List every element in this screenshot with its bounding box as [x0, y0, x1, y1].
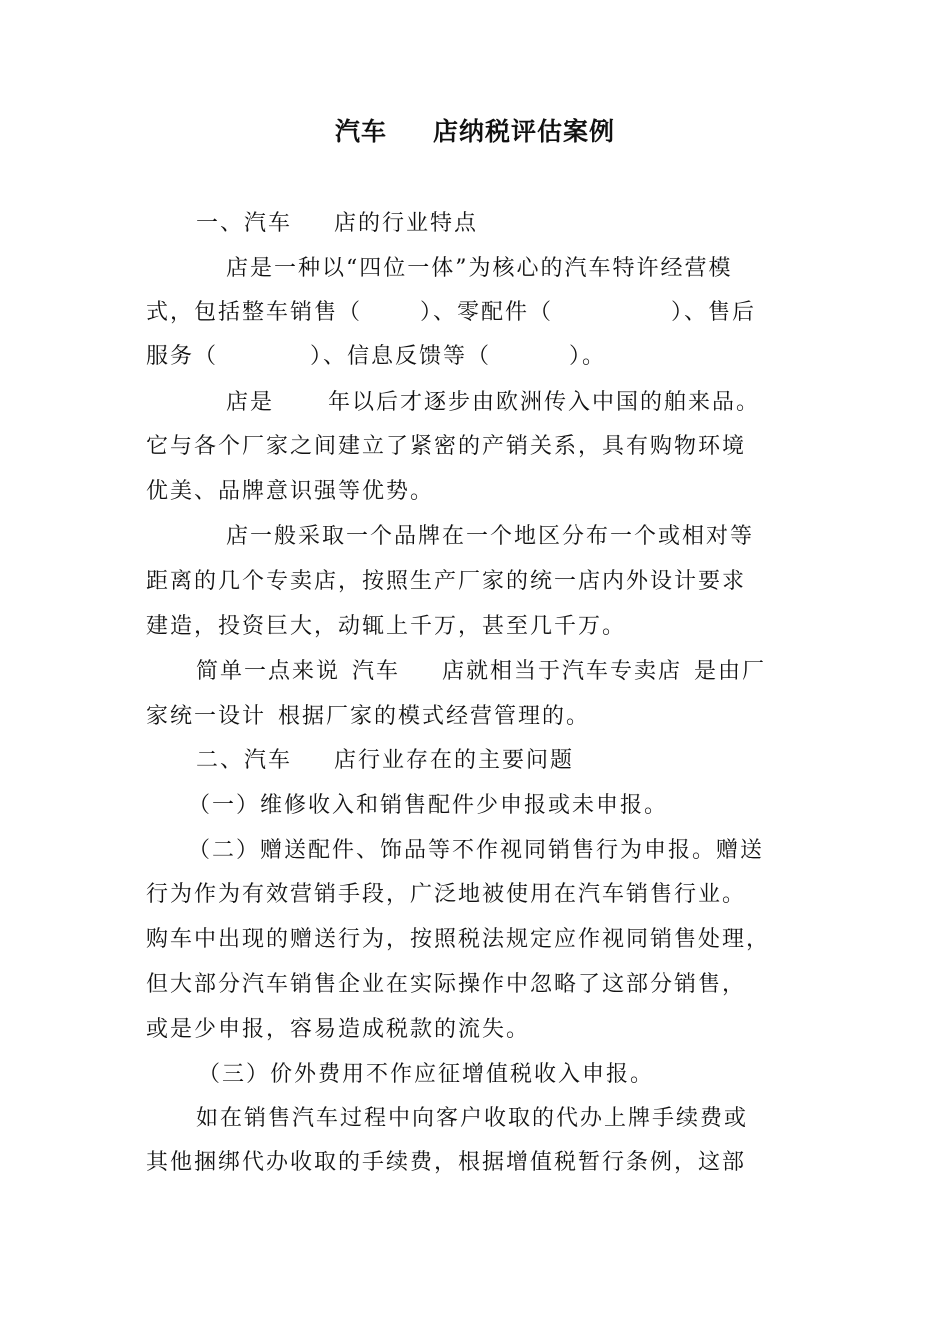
paragraph-4-line-2: 家统一设计 根据厂家的模式经营管理的。: [146, 704, 591, 729]
section-heading-2: 二、汽车 店行业存在的主要问题: [196, 748, 575, 773]
page-title: [0, 112, 950, 148]
list-item-2-line-2: 行为作为有效营销手段，广泛地被使用在汽车销售行业。: [146, 882, 747, 907]
paragraph-1-line-3: 服务（ ）、信息反馈等（ ）。: [146, 344, 607, 369]
paragraph-4-line-1: 简单一点来说 汽车 店就相当于汽车专卖店 是由厂: [196, 659, 767, 684]
title-part-1: 汽车: [334, 117, 387, 146]
paragraph-2-line-1: 店是 年以后才逐步由欧洲传入中国的舶来品。: [226, 390, 761, 415]
section-heading-1: 一、汽车 店的行业特点: [196, 211, 479, 236]
paragraph-3-line-2: 距离的几个专卖店，按照生产厂家的统一店内外设计要求: [146, 569, 747, 594]
paragraph-1-line-1: 店是一种以“四位一体”为核心的汽车特许经营模: [226, 256, 733, 281]
list-item-3: （三）价外费用不作应征增值税收入申报。: [198, 1062, 655, 1087]
list-item-2-line-5: 或是少申报，容易造成税款的流失。: [146, 1017, 531, 1042]
paragraph-3-line-3: 建造，投资巨大，动辄上千万，甚至几千万。: [146, 614, 627, 639]
list-item-2-line-1: （二）赠送配件、饰品等不作视同销售行为申报。赠送: [188, 838, 765, 863]
list-item-2-line-4: 但大部分汽车销售企业在实际操作中忽略了这部分销售，: [146, 972, 747, 997]
paragraph-2-line-2: 它与各个厂家之间建立了紧密的产销关系，具有购物环境: [146, 434, 747, 459]
list-item-2-line-3: 购车中出现的赠送行为，按照税法规定应作视同销售处理，: [146, 927, 771, 952]
paragraph-5-line-2: 其他捆绑代办收取的手续费，根据增值税暂行条例，这部: [146, 1150, 747, 1175]
paragraph-2-line-3: 优美、品牌意识强等优势。: [146, 479, 435, 504]
list-item-1: （一）维修收入和销售配件少申报或未申报。: [188, 793, 669, 818]
paragraph-3-line-1: 店一般采取一个品牌在一个地区分布一个或相对等: [226, 524, 755, 549]
paragraph-5-line-1: 如在销售汽车过程中向客户收取的代办上牌手续费或: [196, 1106, 749, 1131]
paragraph-1-line-2: 式，包括整车销售（ ）、零配件（ ）、售后: [146, 300, 757, 325]
title-part-2: 店纳税评估案例: [433, 117, 616, 146]
